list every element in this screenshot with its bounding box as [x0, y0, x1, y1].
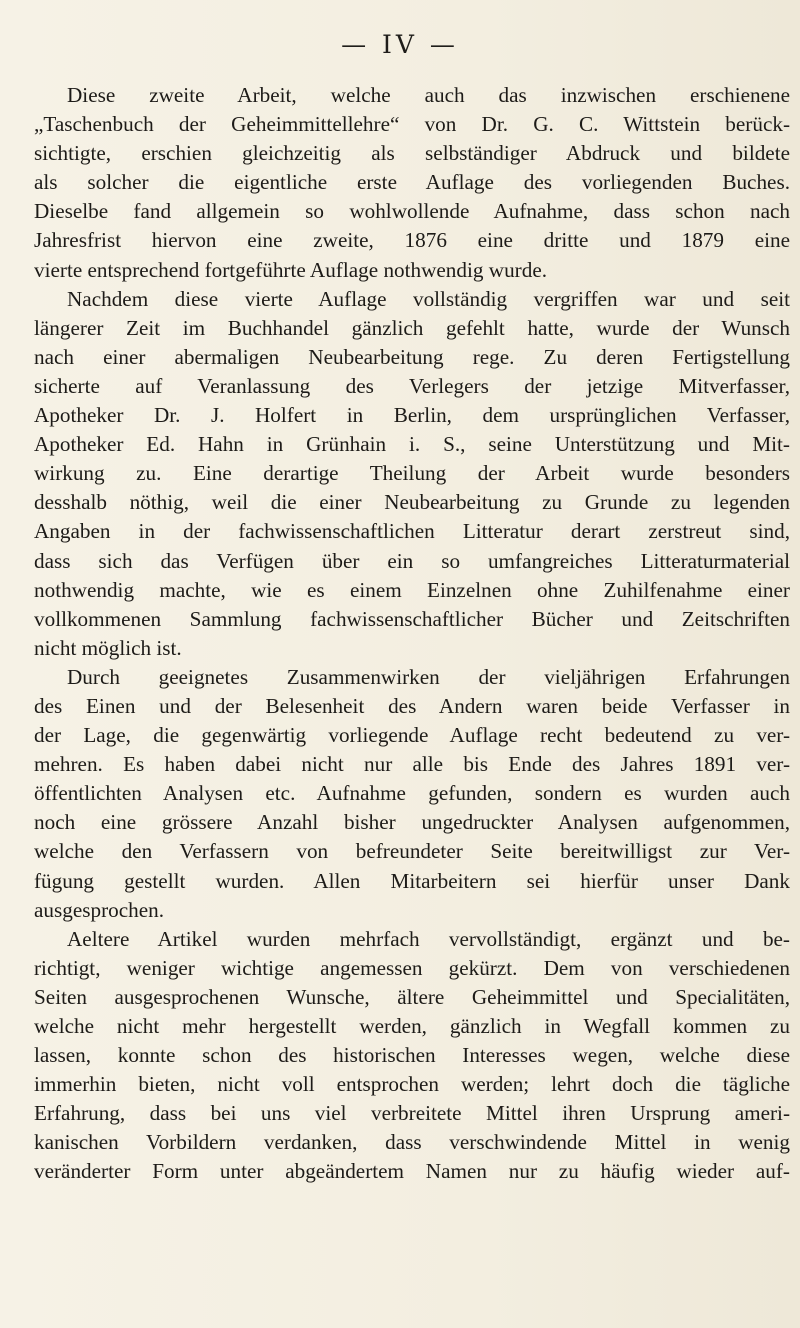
text-line: Diese zweite Arbeit, welche auch das inzwischen erschienene: [67, 83, 790, 107]
text-line: nothwendig machte, wie es einem Einzelnen ohne Zuhilfenahme einer: [34, 577, 790, 602]
text-line: Jahresfrist hiervon eine zweite, 1876 eine dritte und 1879 eine: [34, 228, 790, 253]
paragraph-2: [34, 285, 790, 663]
text-line: desshalb nöthig, weil die einer Neubearbeitung zu Grunde zu legenden: [34, 490, 790, 515]
text-line: mehren. Es haben dabei nicht nur alle bis Ende des Jahres 1891 ver-: [34, 752, 790, 777]
text-line: ausgesprochen.: [34, 897, 165, 922]
text-line: veränderter Form unter abgeändertem Namen nur zu häufig wieder auf-: [34, 1159, 790, 1184]
text-line: nach einer abermaligen Neubearbeitung rege. Zu deren Fertigstellung: [34, 344, 790, 369]
text-line: vollkommenen Sammlung fachwissenschaftlicher Bücher und Zeitschriften: [34, 606, 790, 631]
text-line: längerer Zeit im Buchhandel gänzlich gefehlt hatte, wurde der Wunsch: [34, 315, 790, 340]
body-text: [34, 81, 790, 1187]
text-line: kanischen Vorbildern verdanken, dass verschwindende Mittel in wenig: [34, 1130, 790, 1155]
paragraph-1: [34, 81, 790, 285]
paragraph-4: [34, 925, 790, 1187]
text-line: Seiten ausgesprochenen Wunsche, ältere Geheimmittel und Specialitäten,: [34, 984, 790, 1009]
text-line: vierte entsprechend fortgeführte Auflage nothwendig wurde.: [34, 257, 548, 282]
text-line: Aeltere Artikel wurden mehrfach vervollständigt, ergänzt und be-: [67, 926, 790, 951]
text-line: Angaben in der fachwissenschaftlichen Litteratur derart zerstreut sind,: [34, 519, 790, 544]
text-line: Erfahrung, dass bei uns viel verbreitete Mittel ihren Ursprung ameri-: [34, 1101, 790, 1126]
text-line: sichtigte, erschien gleichzeitig als selbständiger Abdruck und bildete: [34, 141, 790, 166]
text-line: öffentlichten Analysen etc. Aufnahme gefunden, sondern es wurden auch: [34, 781, 790, 806]
text-line: richtigt, weniger wichtige angemessen gekürzt. Dem von verschiedenen: [34, 955, 790, 980]
text-line: immerhin bieten, nicht voll entsprochen werden; lehrt doch die tägliche: [34, 1072, 790, 1097]
text-line: lassen, konnte schon des historischen Interesses wegen, welche diese: [34, 1043, 790, 1068]
text-line: nicht möglich ist.: [34, 635, 182, 660]
text-line: fügung gestellt wurden. Allen Mitarbeitern sei hierfür unser Dank: [34, 868, 790, 893]
paragraph-3: [34, 663, 790, 925]
text-line: Nachdem diese vierte Auflage vollständig vergriffen war und seit: [67, 286, 790, 311]
text-line: sicherte auf Veranlassung des Verlegers der jetzige Mitverfasser,: [34, 373, 790, 398]
text-line: wirkung zu. Eine derartige Theilung der Arbeit wurde besonders: [34, 461, 790, 486]
page-number: — IV —: [341, 30, 459, 59]
text-line: welche nicht mehr hergestellt werden, gänzlich in Wegfall kommen zu: [34, 1014, 790, 1038]
text-line: Dieselbe fand allgemein so wohlwollende Aufnahme, dass schon nach: [34, 199, 790, 224]
text-line: noch eine grössere Anzahl bisher ungedruckter Analysen aufgenommen,: [34, 810, 790, 835]
text-line: dass sich das Verfügen über ein so umfangreiches Litteraturmaterial: [34, 548, 790, 573]
text-line: Durch geeignetes Zusammenwirken der vieljährigen Erfahrungen: [67, 664, 790, 689]
text-line: Apotheker Ed. Hahn in Grünhain i. S., seine Unterstützung und Mit-: [34, 432, 790, 457]
text-line: „Taschenbuch der Geheimmittellehre“ von Dr. G. C. Wittstein berück-: [34, 112, 790, 137]
text-line: welche den Verfassern von befreundeter Seite bereitwilligst zur Ver-: [34, 839, 790, 864]
text-line: des Einen und der Belesenheit des Andern waren beide Verfasser in: [34, 693, 790, 718]
text-line: Apotheker Dr. J. Holfert in Berlin, dem ursprünglichen Verfasser,: [34, 403, 790, 428]
text-line: der Lage, die gegenwärtig vorliegende Auflage recht bedeutend zu ver-: [34, 723, 790, 748]
text-line: als solcher die eigentliche erste Auflage des vorliegenden Buches.: [34, 170, 790, 195]
